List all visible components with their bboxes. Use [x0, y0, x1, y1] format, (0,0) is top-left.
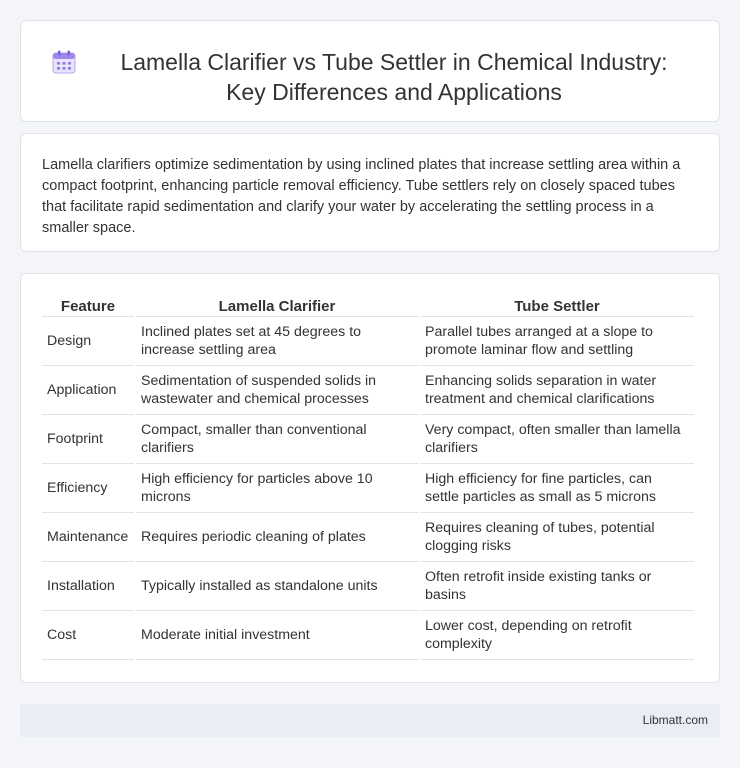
lamella-cell: Sedimentation of suspended solids in wastewater and chemical processes	[136, 366, 418, 415]
footer	[20, 704, 720, 737]
intro-paragraph: Lamella clarifiers optimize sedimentation by using inclined plates that increase settling area within a compact footprint, enhancing particle removal efficiency. Tube settlers rely on closely spaced tubes that facilitate rapid sedimentation and clarify your water by accelerating the settling process in a smaller space.	[42, 157, 681, 236]
feature-cell: Cost	[42, 611, 134, 660]
header-feature: Feature	[42, 295, 134, 317]
table-row	[42, 611, 694, 660]
feature-cell: Installation	[42, 562, 134, 611]
comparison-card	[20, 273, 720, 683]
table-row	[42, 513, 694, 562]
tube-cell: Very compact, often smaller than lamella clarifiers	[420, 415, 694, 464]
title-card	[20, 20, 720, 122]
feature-cell: Design	[42, 317, 134, 366]
tube-cell: Often retrofit inside existing tanks or basins	[420, 562, 694, 611]
header-lamella-clarifier: Lamella Clarifier	[136, 295, 418, 317]
lamella-cell: Inclined plates set at 45 degrees to increase settling area	[136, 317, 418, 366]
table-header-row	[42, 295, 694, 317]
lamella-cell: Moderate initial investment	[136, 611, 418, 660]
feature-cell: Efficiency	[42, 464, 134, 513]
page-title: Lamella Clarifier vs Tube Settler in Chemical Industry: Key Differences and Applications	[120, 49, 668, 105]
table-row	[42, 415, 694, 464]
feature-cell: Footprint	[42, 415, 134, 464]
tube-cell: Enhancing solids separation in water treatment and chemical clarifications	[420, 366, 694, 415]
lamella-cell: High efficiency for particles above 10 microns	[136, 464, 418, 513]
feature-cell: Maintenance	[42, 513, 134, 562]
tube-cell: Requires cleaning of tubes, potential clogging risks	[420, 513, 694, 562]
tube-cell: Parallel tubes arranged at a slope to promote laminar flow and settling	[420, 317, 694, 366]
intro-card	[20, 133, 720, 252]
footer-brand-link[interactable]: Libmatt.com	[642, 713, 708, 727]
tube-cell: High efficiency for fine particles, can settle particles as small as 5 microns	[420, 464, 694, 513]
header-tube-settler: Tube Settler	[420, 295, 694, 317]
lamella-cell: Typically installed as standalone units	[136, 562, 418, 611]
table-row	[42, 366, 694, 415]
lamella-cell: Compact, smaller than conventional clarifiers	[136, 415, 418, 464]
calendar-icon	[51, 49, 77, 75]
table-row	[42, 464, 694, 513]
lamella-cell: Requires periodic cleaning of plates	[136, 513, 418, 562]
table-row	[42, 562, 694, 611]
comparison-table	[40, 295, 696, 660]
tube-cell: Lower cost, depending on retrofit complexity	[420, 611, 694, 660]
title-row	[21, 21, 719, 107]
feature-cell: Application	[42, 366, 134, 415]
table-row	[42, 317, 694, 366]
